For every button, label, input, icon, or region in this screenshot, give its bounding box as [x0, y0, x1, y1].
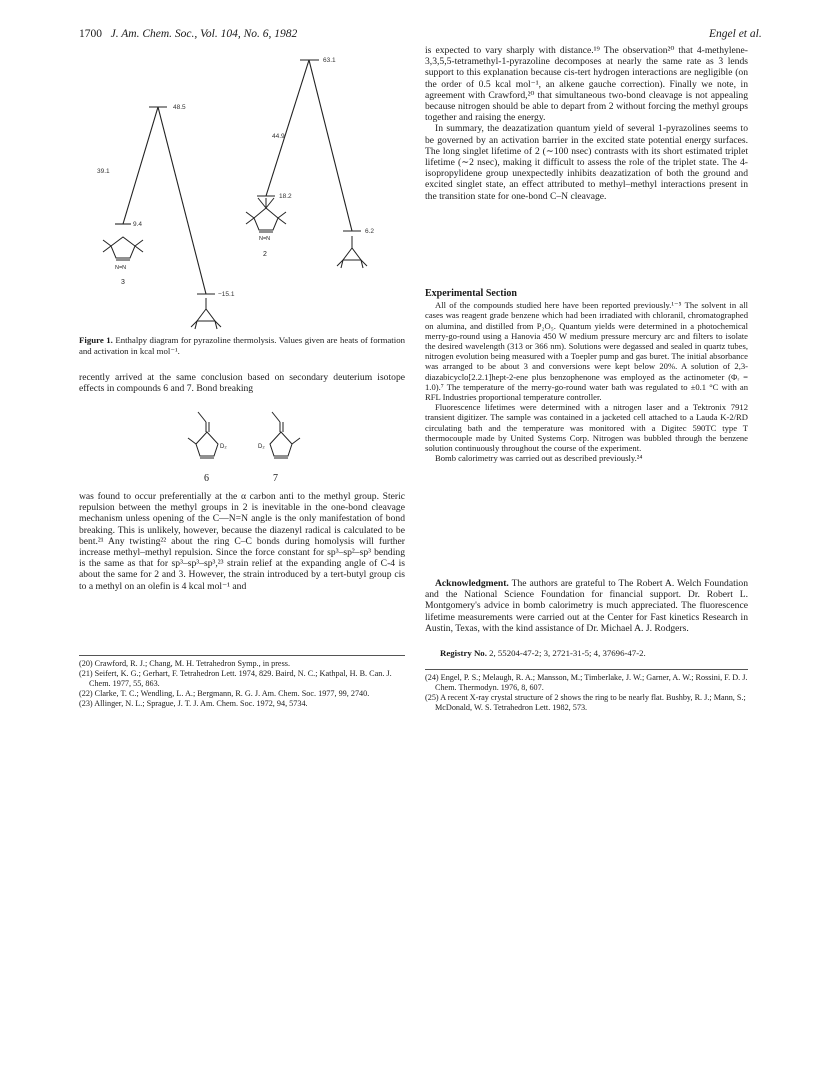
cyclopropane-product-structure — [191, 298, 221, 329]
ack-text: The authors are grateful to The Robert A. Welch Foundation and the National Science Foundation for financial support. Dr. Robert L. Montgomery's advice in bomb calorimetry is much appreciated. The fluorescence lifetime measurements were carried out at the Center for Fast kinetics Research in Austin, Texas, with the kind assistance of Dr. Michael A. J. Rodgers. — [425, 578, 748, 634]
footnote: (22) Clarke, T. C.; Wendling, L. A.; Bergmann, R. G. J. Am. Chem. Soc. 1977, 99, 2740. — [79, 689, 370, 698]
figure-caption — [79, 335, 405, 356]
section-heading: Experimental Section — [425, 288, 517, 299]
running-header — [79, 28, 297, 40]
caption-text: Enthalpy diagram for pyrazoline thermolysis. Values given are heats of formation and activation in kcal mol⁻¹. — [79, 335, 405, 356]
value-label: 48.5 — [173, 104, 186, 111]
paragraph-text: Bomb calorimetry was carried out as described previously.²⁴ — [435, 453, 643, 464]
structure-7 — [270, 412, 300, 458]
paragraph-text: is expected to vary sharply with distance.¹⁹ The observation²⁰ that 4-methylene-3,3,5,5-tetramethyl-1-pyrazoline decomposes at nearly the same rate as 3 lends support to this explanation because cis-tert hydrogen interactions are negligible (on the order of 0.5 kcal mol⁻¹, an alkene gauche correction). Finally we note, in agreement with Crawford,²⁰ that simultaneous two-bond cleavage is not appealing because nitrogen should be able to depart from 2 without forcing the methyl groups together and raising the energy. — [425, 45, 748, 124]
registry-numbers — [440, 648, 646, 658]
footnote: (23) Allinger, N. L.; Sprague, J. T. J. Am. Chem. Soc. 1972, 94, 5734. — [79, 699, 308, 708]
paragraph-text: recently arrived at the same conclusion based on secondary deuterium isotope effects in compounds 6 and 7. Bond breaking — [79, 372, 405, 395]
figure-label: Figure 1. — [79, 335, 113, 345]
structure-6 — [188, 412, 218, 458]
enthalpy-diagram — [75, 48, 415, 333]
deuterium-label: D₂ — [220, 444, 227, 450]
compound-label-2: 2 — [263, 251, 267, 258]
ack-heading: Acknowledgment. — [435, 578, 509, 589]
paragraph-text: All of the compounds studied here have been reported previously.¹⁻⁵ The solvent in all cases was reagent grade benzene which had been irradiated with chloranil, chromatographed on alumina, and distilled from P₂O₅. Quantum yields were determined in a photochemical merry-go-round using a Hanovia 450 W medium pressure mercury arc and filters to isolate the desired wavelength (313 or 366 nm). Solutions were degassed and sealed in quartz tubes, nitrogen evolution being measured with a Toepler pump and gas buret. The initial absorbance was arranged to be about 3 and conversions were kept below 20%. A solution of 2,3-diazabicyclo[2.2.1]hept-2-ene plus benzophenone was employed as the actinometer (Φᵣ = 1.0).⁷ The temperature of the merry-go-round water bath was regulated to ±0.1 °C with an RFL Industries proportional temperature controller. — [425, 300, 748, 403]
registry-heading: Registry No. — [440, 648, 487, 658]
azo-label: N=N — [115, 265, 127, 271]
paragraph-text: In summary, the deazatization quantum yield of several 1-pyrazolines seems to be governed by an activation barrier in the excited state potential energy surfaces. The long singlet lifetime of 2 (∼100 nsec) contrasts with its short estimated triplet lifetime (∼2 nsec), making it difficult to assess the role of the triplet state. The 4-isopropylidene group unexpectedly inhibits deazatization of both the ground and excited singlet state, an effect attributed to methyl–methyl interactions present in the transition state for one-bond C–N cleavage. — [425, 123, 748, 202]
value-label: 63.1 — [323, 57, 336, 64]
pyrazoline-2-structure — [246, 198, 286, 232]
footnote: (25) A recent X-ray crystal structure of 2 shows the ring to be nearly flat. Bushby, R. J.; Mann, S.; McDonald, W. S. Tetrahedron Lett. 1982, 573. — [425, 693, 746, 712]
footnote: (24) Engel, P. S.; Melaugh, R. A.; Mansson, M.; Timberlake, J. W.; Garner, A. W.; Rossini, F. D. J. Chem. Thermodyn. 1976, 8, 607. — [425, 673, 748, 692]
compound-label-3: 3 — [121, 279, 125, 286]
experimental-section — [425, 289, 748, 463]
registry-text: 2, 55204-47-2; 3, 2721-31-5; 4, 37696-47-2. — [486, 648, 646, 658]
left-footnotes — [79, 659, 405, 709]
deuterated-structures — [180, 408, 320, 484]
left-paragraph-2 — [79, 491, 405, 592]
energy-connectors — [115, 60, 361, 294]
footnote: (21) Seifert, K. G.; Gerhart, F. Tetrahedron Lett. 1974, 829. Baird, N. C.; Kathpal, H. B. Can. J. Chem. 1977, 55, 863. — [79, 669, 392, 688]
paragraph-text: was found to occur preferentially at the α carbon anti to the methyl group. Steric repulsion between the methyl groups in 2 is inevitable in the one-bond cleavage mechanism unless opening of the C—N=N angle is the only manifestation of bond breaking. This is unlikely, however, because the diazenyl radical is calculated to be bent.²¹ Any twisting²² about the ring C–C bonds during homolysis will further increase methyl–methyl repulsion. Since the force constant for sp³–sp²–sp³ bending is the same as that for sp³–sp³–sp³,²³ strain relief at the expanding angle of C-4 is about the same for 2 and 3. However, the strain introduced by a tert-butyl group cis to a methyl on an olefin is 4 kcal mol⁻¹ and — [79, 491, 405, 592]
acknowledgment — [425, 578, 748, 634]
left-paragraph-1 — [79, 372, 405, 394]
pyrazoline-3-structure — [103, 237, 143, 260]
journal-citation: J. Am. Chem. Soc., Vol. 104, No. 6, 1982 — [110, 28, 298, 40]
right-footnotes — [425, 673, 748, 713]
value-label: 44.9 — [272, 133, 285, 140]
azo-label: N=N — [259, 236, 271, 242]
right-column — [425, 45, 748, 202]
compound-label-7: 7 — [273, 473, 278, 484]
value-label: −15.1 — [218, 291, 235, 298]
value-label: 18.2 — [279, 193, 292, 200]
value-label: 6.2 — [365, 228, 375, 235]
value-label: 9.4 — [133, 221, 143, 228]
deuterium-label: D₂ — [258, 444, 265, 450]
footnote: (20) Crawford, R. J.; Chang, M. H. Tetrahedron Symp., in press. — [79, 659, 290, 668]
paragraph-text: Fluorescence lifetimes were determined with a nitrogen laser and a Tektronix 7912 transient digitizer. The sample was contained in a jacketed cell attached to a Lauda K-2/RD circulating bath and the temperature was monitored with a Digitec 590TC type T thermocouple made by United Systems Corp. Nitrogen was bubbled through the benzene solution continuously throughout the course of the experiment. — [425, 402, 748, 454]
cyclopropane-product-structure — [337, 236, 367, 268]
footnote-rule — [79, 655, 405, 656]
compound-label-6: 6 — [204, 473, 209, 484]
header-authors: Engel et al. — [709, 28, 762, 40]
page-number: 1700 — [79, 28, 102, 40]
value-label: 39.1 — [97, 168, 110, 175]
footnote-rule — [425, 669, 748, 670]
